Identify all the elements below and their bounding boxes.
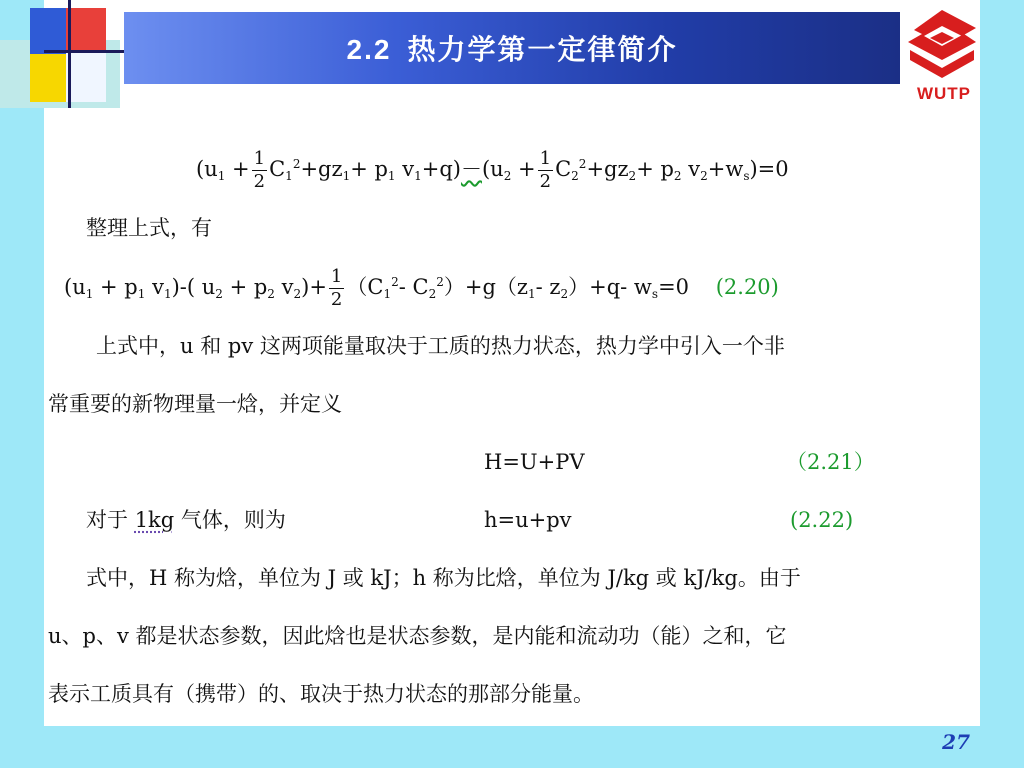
- eq-text: v: [274, 275, 294, 299]
- fraction-denominator: 2: [330, 289, 343, 310]
- eq-text: +: [225, 157, 250, 181]
- eq-text: +: [511, 157, 536, 181]
- eq-sub: 2: [215, 287, 223, 301]
- eq-sub: 2: [700, 169, 708, 183]
- text-arrange: 整理上式，有: [86, 216, 212, 240]
- eq-text: (u: [196, 157, 218, 181]
- paragraph-2-line-2: u、p、v 都是状态参数，因此焓也是状态参数，是内能和流动功（能）之和，它: [48, 624, 787, 648]
- eq-sub: 1: [414, 169, 422, 183]
- eq-minus: －: [460, 157, 482, 181]
- frame-bottom: [44, 726, 980, 768]
- equation-label-2-20: (2.20): [715, 275, 779, 299]
- eq-text: v: [681, 157, 701, 181]
- eq-sub: 2: [673, 169, 682, 183]
- paragraph-1-line-1: 上式中，u 和 pv 这两项能量取决于工质的热力状态，热力学中引入一个非: [96, 334, 785, 358]
- eq-text: - C: [398, 275, 429, 299]
- per-kg-suffix: 气体，则为: [180, 508, 286, 532]
- eq-text: v: [145, 275, 164, 299]
- eq-text: ）+q- w: [568, 275, 652, 299]
- eq-text: )=0: [749, 157, 789, 181]
- eq-text: (u: [481, 157, 504, 181]
- eq-text: C: [555, 157, 572, 181]
- eq-text: + p: [636, 157, 674, 181]
- eq-sup: 2: [436, 275, 444, 289]
- paragraph-1-line-2: 常重要的新物理量一焓，并定义: [48, 392, 342, 416]
- eq-sub: 2: [560, 287, 569, 301]
- section-title: 热力学第一定律简介: [407, 33, 678, 66]
- paragraph-2-line-3: 表示工质具有（携带）的、取决于热力状态的那部分能量。: [48, 682, 594, 706]
- eq-text: （C: [346, 275, 384, 299]
- eq-text: )-( u: [171, 275, 216, 299]
- decor-horizontal-line: [44, 50, 132, 53]
- decor-square-yellow: [30, 54, 68, 102]
- equation-label-2-22: (2.22): [790, 508, 854, 532]
- section-number: 2.2: [346, 34, 392, 65]
- decor-vertical-line: [68, 0, 71, 108]
- logo-text: WUTP: [916, 84, 972, 103]
- eq-sub: 2: [571, 169, 579, 183]
- equation-energy-balance: [196, 148, 789, 193]
- paragraph-2-line-1: 式中，H 称为焓，单位为 J 或 kJ；h 称为比焓，单位为 J/kg 或 kJ/kg。由于: [86, 566, 801, 590]
- per-kg-text: [86, 506, 286, 534]
- eq-sub: 2: [628, 169, 637, 183]
- eq-text: (u: [64, 275, 86, 299]
- eq-sub: 1: [383, 287, 392, 301]
- fraction-denominator: 2: [253, 171, 266, 192]
- per-kg-prefix: 对于: [86, 508, 128, 532]
- slide-content: [44, 126, 980, 726]
- eq-sub: 1: [137, 287, 146, 301]
- decor-square-red: [66, 8, 106, 52]
- eq-sub: 1: [387, 169, 396, 183]
- eq-sup: 2: [578, 157, 587, 171]
- equation-enthalpy: H=U+PV: [484, 450, 585, 474]
- eq-text: )+: [301, 275, 327, 299]
- eq-sub: 2: [503, 169, 512, 183]
- fraction-numerator: 1: [539, 148, 552, 169]
- page-number: 27: [942, 730, 970, 754]
- eq-text: - z: [535, 275, 561, 299]
- fraction-numerator: 1: [330, 266, 343, 287]
- eq-sub: 1: [217, 169, 226, 183]
- equation-2-20: [64, 266, 779, 311]
- eq-sub: 1: [527, 287, 536, 301]
- eq-text: + p: [93, 275, 138, 299]
- eq-sub: s: [743, 169, 750, 183]
- eq-text: +w: [707, 157, 744, 181]
- eq-text: +q): [421, 157, 461, 181]
- fraction-half: [329, 266, 344, 311]
- eq-sup: 2: [292, 157, 301, 171]
- eq-sub: 2: [267, 287, 275, 301]
- eq-text: +gz: [300, 157, 343, 181]
- per-kg-unit: 1kg: [134, 508, 175, 532]
- eq-sub: 2: [293, 287, 302, 301]
- title-bar: [124, 12, 900, 84]
- eq-text: ）+g（z: [443, 275, 528, 299]
- eq-text: =0: [658, 275, 690, 299]
- equation-specific-enthalpy: h=u+pv: [484, 508, 572, 532]
- decor-square-blue: [30, 8, 68, 54]
- frame-right: [980, 0, 1024, 768]
- eq-sup: 2: [391, 275, 399, 289]
- fraction-numerator: 1: [253, 148, 266, 169]
- eq-sub: 1: [163, 287, 172, 301]
- eq-text: + p: [222, 275, 268, 299]
- fraction-half: [538, 148, 553, 193]
- eq-text: + p: [350, 157, 388, 181]
- eq-sub: 1: [342, 169, 351, 183]
- fraction-half: [252, 148, 267, 193]
- fraction-denominator: 2: [539, 171, 552, 192]
- eq-text: v: [395, 157, 415, 181]
- eq-text: C: [269, 157, 286, 181]
- eq-text: +gz: [586, 157, 629, 181]
- eq-sub: 1: [285, 169, 293, 183]
- eq-sub: 2: [428, 287, 437, 301]
- equation-label-2-21: （2.21）: [786, 450, 875, 474]
- eq-sub: 1: [85, 287, 94, 301]
- eq-sub: s: [651, 287, 659, 301]
- frame-left: [0, 0, 44, 768]
- decor-square-white: [66, 52, 106, 102]
- slide-title: [347, 28, 678, 68]
